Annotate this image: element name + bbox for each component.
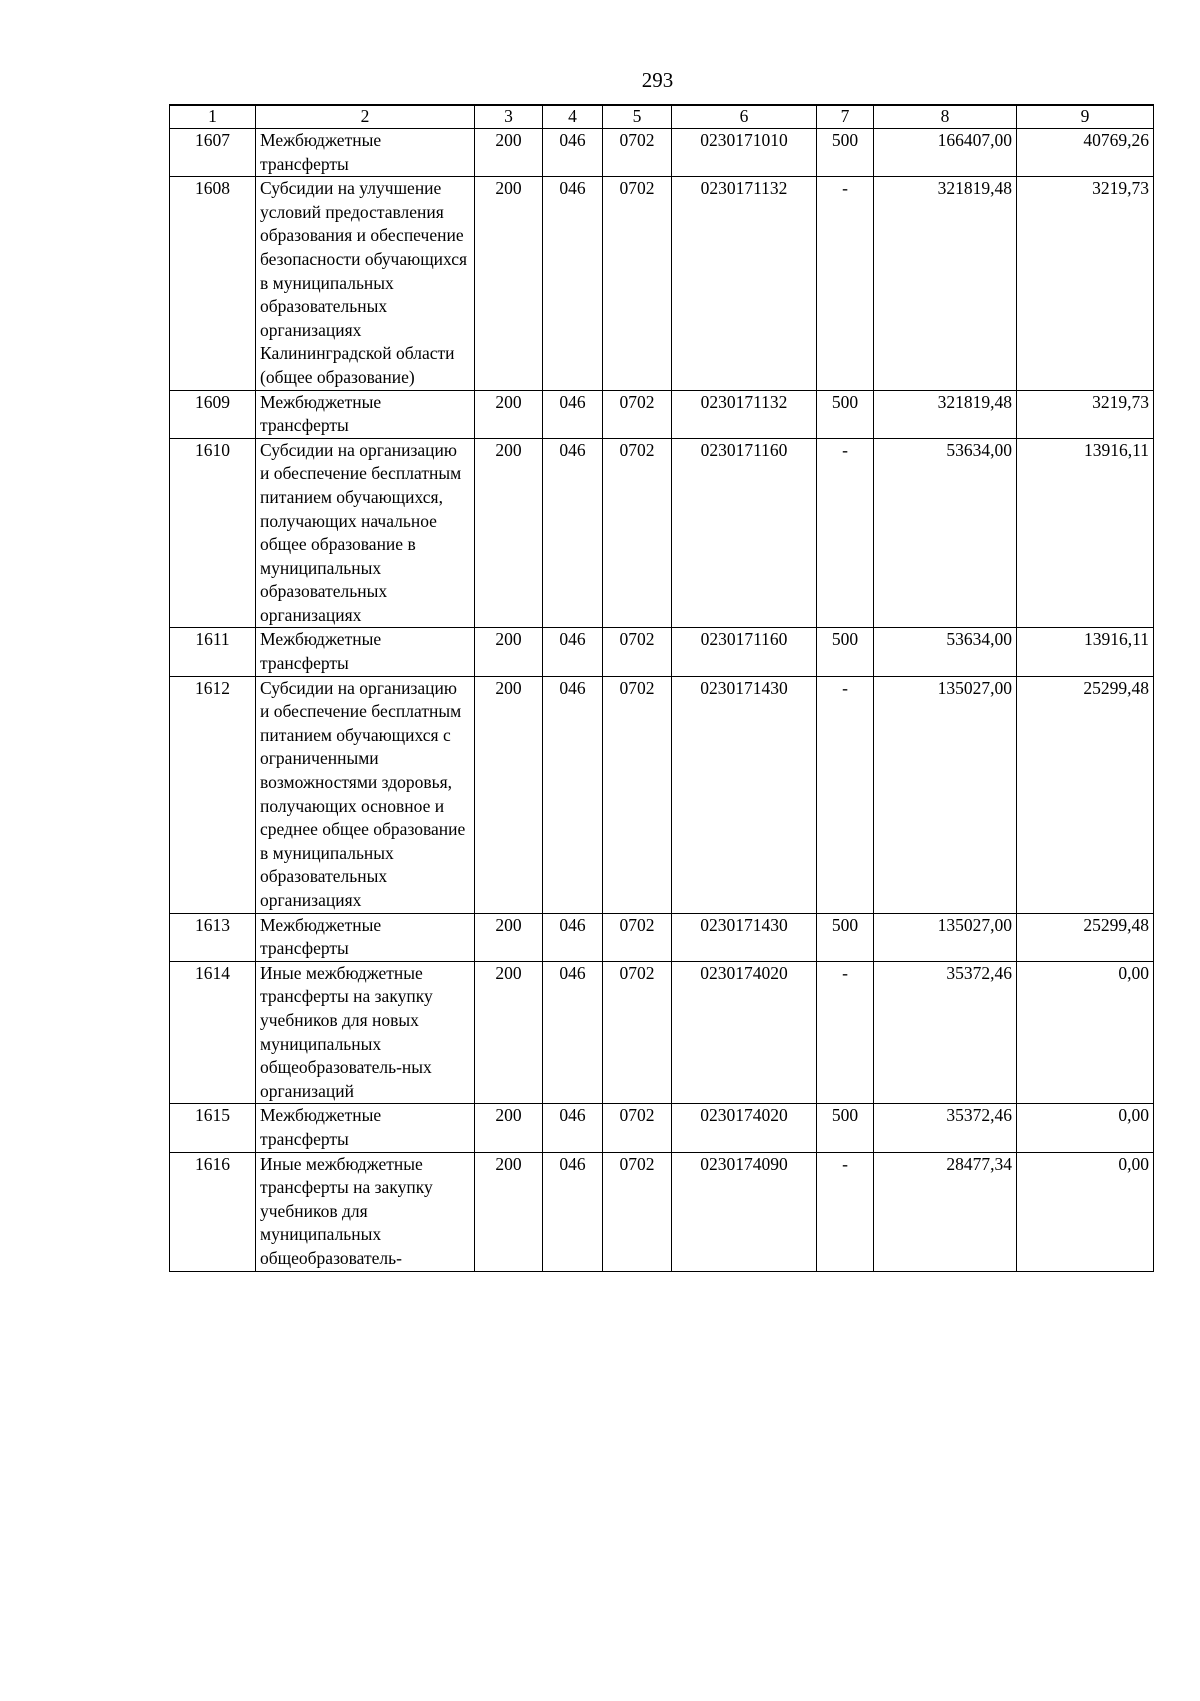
row-description: Иные межбюджетные трансферты на закупку учебников для новых муниципальных общеобразователь-ных организаций bbox=[256, 961, 475, 1104]
row-number: 1613 bbox=[170, 913, 256, 961]
cell-col8: 321819,48 bbox=[874, 177, 1017, 390]
cell-col6: 0230171010 bbox=[672, 129, 817, 177]
cell-col9: 25299,48 bbox=[1017, 913, 1154, 961]
row-number: 1611 bbox=[170, 628, 256, 676]
cell-col8: 53634,00 bbox=[874, 438, 1017, 628]
cell-col6: 0230171430 bbox=[672, 913, 817, 961]
cell-col4: 046 bbox=[543, 1152, 603, 1271]
cell-col7: 500 bbox=[817, 390, 874, 438]
cell-col3: 200 bbox=[475, 129, 543, 177]
cell-col3: 200 bbox=[475, 390, 543, 438]
table-row bbox=[170, 438, 1154, 628]
cell-col9: 0,00 bbox=[1017, 1152, 1154, 1271]
cell-col8: 321819,48 bbox=[874, 390, 1017, 438]
cell-col8: 35372,46 bbox=[874, 1104, 1017, 1152]
cell-col5: 0702 bbox=[603, 1152, 672, 1271]
cell-col4: 046 bbox=[543, 390, 603, 438]
cell-col7: 500 bbox=[817, 129, 874, 177]
cell-col6: 0230171430 bbox=[672, 676, 817, 913]
cell-col8: 53634,00 bbox=[874, 628, 1017, 676]
cell-col4: 046 bbox=[543, 129, 603, 177]
cell-col9: 3219,73 bbox=[1017, 177, 1154, 390]
col-header-9: 9 bbox=[1017, 105, 1154, 129]
budget-table bbox=[169, 104, 1154, 1272]
row-description: Субсидии на улучшение условий предоставления образования и обеспечение безопасности обучающихся в муниципальных образовательных организациях Калининградской области (общее образование) bbox=[256, 177, 475, 390]
cell-col3: 200 bbox=[475, 676, 543, 913]
cell-col9: 0,00 bbox=[1017, 1104, 1154, 1152]
cell-col7: - bbox=[817, 676, 874, 913]
row-description: Межбюджетные трансферты bbox=[256, 913, 475, 961]
cell-col6: 0230171160 bbox=[672, 438, 817, 628]
table-row bbox=[170, 961, 1154, 1104]
row-description: Иные межбюджетные трансферты на закупку учебников для муниципальных общеобразователь- bbox=[256, 1152, 475, 1271]
cell-col5: 0702 bbox=[603, 438, 672, 628]
row-number: 1614 bbox=[170, 961, 256, 1104]
table-row bbox=[170, 129, 1154, 177]
col-header-5: 5 bbox=[603, 105, 672, 129]
cell-col4: 046 bbox=[543, 676, 603, 913]
cell-col3: 200 bbox=[475, 1104, 543, 1152]
cell-col3: 200 bbox=[475, 1152, 543, 1271]
col-header-1: 1 bbox=[170, 105, 256, 129]
cell-col6: 0230174020 bbox=[672, 961, 817, 1104]
table-row bbox=[170, 177, 1154, 390]
table-row bbox=[170, 1152, 1154, 1271]
cell-col3: 200 bbox=[475, 913, 543, 961]
cell-col8: 135027,00 bbox=[874, 913, 1017, 961]
cell-col8: 135027,00 bbox=[874, 676, 1017, 913]
row-description: Межбюджетные трансферты bbox=[256, 390, 475, 438]
cell-col4: 046 bbox=[543, 628, 603, 676]
row-number: 1607 bbox=[170, 129, 256, 177]
cell-col3: 200 bbox=[475, 961, 543, 1104]
cell-col7: - bbox=[817, 1152, 874, 1271]
col-header-8: 8 bbox=[874, 105, 1017, 129]
cell-col5: 0702 bbox=[603, 913, 672, 961]
cell-col7: 500 bbox=[817, 628, 874, 676]
col-header-2: 2 bbox=[256, 105, 475, 129]
col-header-3: 3 bbox=[475, 105, 543, 129]
cell-col7: 500 bbox=[817, 913, 874, 961]
cell-col6: 0230171160 bbox=[672, 628, 817, 676]
row-description: Межбюджетные трансферты bbox=[256, 628, 475, 676]
cell-col5: 0702 bbox=[603, 390, 672, 438]
table-body bbox=[170, 129, 1154, 1272]
cell-col5: 0702 bbox=[603, 129, 672, 177]
cell-col8: 35372,46 bbox=[874, 961, 1017, 1104]
cell-col7: - bbox=[817, 961, 874, 1104]
cell-col9: 0,00 bbox=[1017, 961, 1154, 1104]
cell-col9: 3219,73 bbox=[1017, 390, 1154, 438]
table-row bbox=[170, 913, 1154, 961]
row-number: 1610 bbox=[170, 438, 256, 628]
table-header bbox=[170, 105, 1154, 129]
cell-col5: 0702 bbox=[603, 628, 672, 676]
cell-col4: 046 bbox=[543, 177, 603, 390]
cell-col5: 0702 bbox=[603, 676, 672, 913]
table-row bbox=[170, 1104, 1154, 1152]
cell-col7: - bbox=[817, 177, 874, 390]
cell-col3: 200 bbox=[475, 628, 543, 676]
cell-col9: 25299,48 bbox=[1017, 676, 1154, 913]
cell-col9: 13916,11 bbox=[1017, 438, 1154, 628]
cell-col4: 046 bbox=[543, 961, 603, 1104]
cell-col7: 500 bbox=[817, 1104, 874, 1152]
cell-col6: 0230171132 bbox=[672, 177, 817, 390]
row-description: Межбюджетные трансферты bbox=[256, 129, 475, 177]
cell-col6: 0230171132 bbox=[672, 390, 817, 438]
cell-col4: 046 bbox=[543, 913, 603, 961]
cell-col5: 0702 bbox=[603, 177, 672, 390]
table-row bbox=[170, 390, 1154, 438]
cell-col5: 0702 bbox=[603, 1104, 672, 1152]
cell-col9: 40769,26 bbox=[1017, 129, 1154, 177]
row-number: 1616 bbox=[170, 1152, 256, 1271]
row-description: Межбюджетные трансферты bbox=[256, 1104, 475, 1152]
col-header-6: 6 bbox=[672, 105, 817, 129]
row-number: 1609 bbox=[170, 390, 256, 438]
row-number: 1612 bbox=[170, 676, 256, 913]
row-number: 1608 bbox=[170, 177, 256, 390]
page-number: 293 bbox=[641, 68, 674, 92]
cell-col4: 046 bbox=[543, 438, 603, 628]
cell-col9: 13916,11 bbox=[1017, 628, 1154, 676]
table-row bbox=[170, 676, 1154, 913]
col-header-7: 7 bbox=[817, 105, 874, 129]
cell-col8: 28477,34 bbox=[874, 1152, 1017, 1271]
row-description: Субсидии на организацию и обеспечение бесплатным питанием обучающихся, получающих начальное общее образование в муниципальных образовательных организациях bbox=[256, 438, 475, 628]
cell-col7: - bbox=[817, 438, 874, 628]
table-row bbox=[170, 628, 1154, 676]
cell-col8: 166407,00 bbox=[874, 129, 1017, 177]
cell-col6: 0230174020 bbox=[672, 1104, 817, 1152]
col-header-4: 4 bbox=[543, 105, 603, 129]
cell-col3: 200 bbox=[475, 177, 543, 390]
cell-col6: 0230174090 bbox=[672, 1152, 817, 1271]
header-row bbox=[170, 105, 1154, 129]
row-number: 1615 bbox=[170, 1104, 256, 1152]
row-description: Субсидии на организацию и обеспечение бесплатным питанием обучающихся с ограниченными возможностями здоровья, получающих основное и среднее общее образование в муниципальных образовательных организациях bbox=[256, 676, 475, 913]
cell-col3: 200 bbox=[475, 438, 543, 628]
cell-col4: 046 bbox=[543, 1104, 603, 1152]
cell-col5: 0702 bbox=[603, 961, 672, 1104]
